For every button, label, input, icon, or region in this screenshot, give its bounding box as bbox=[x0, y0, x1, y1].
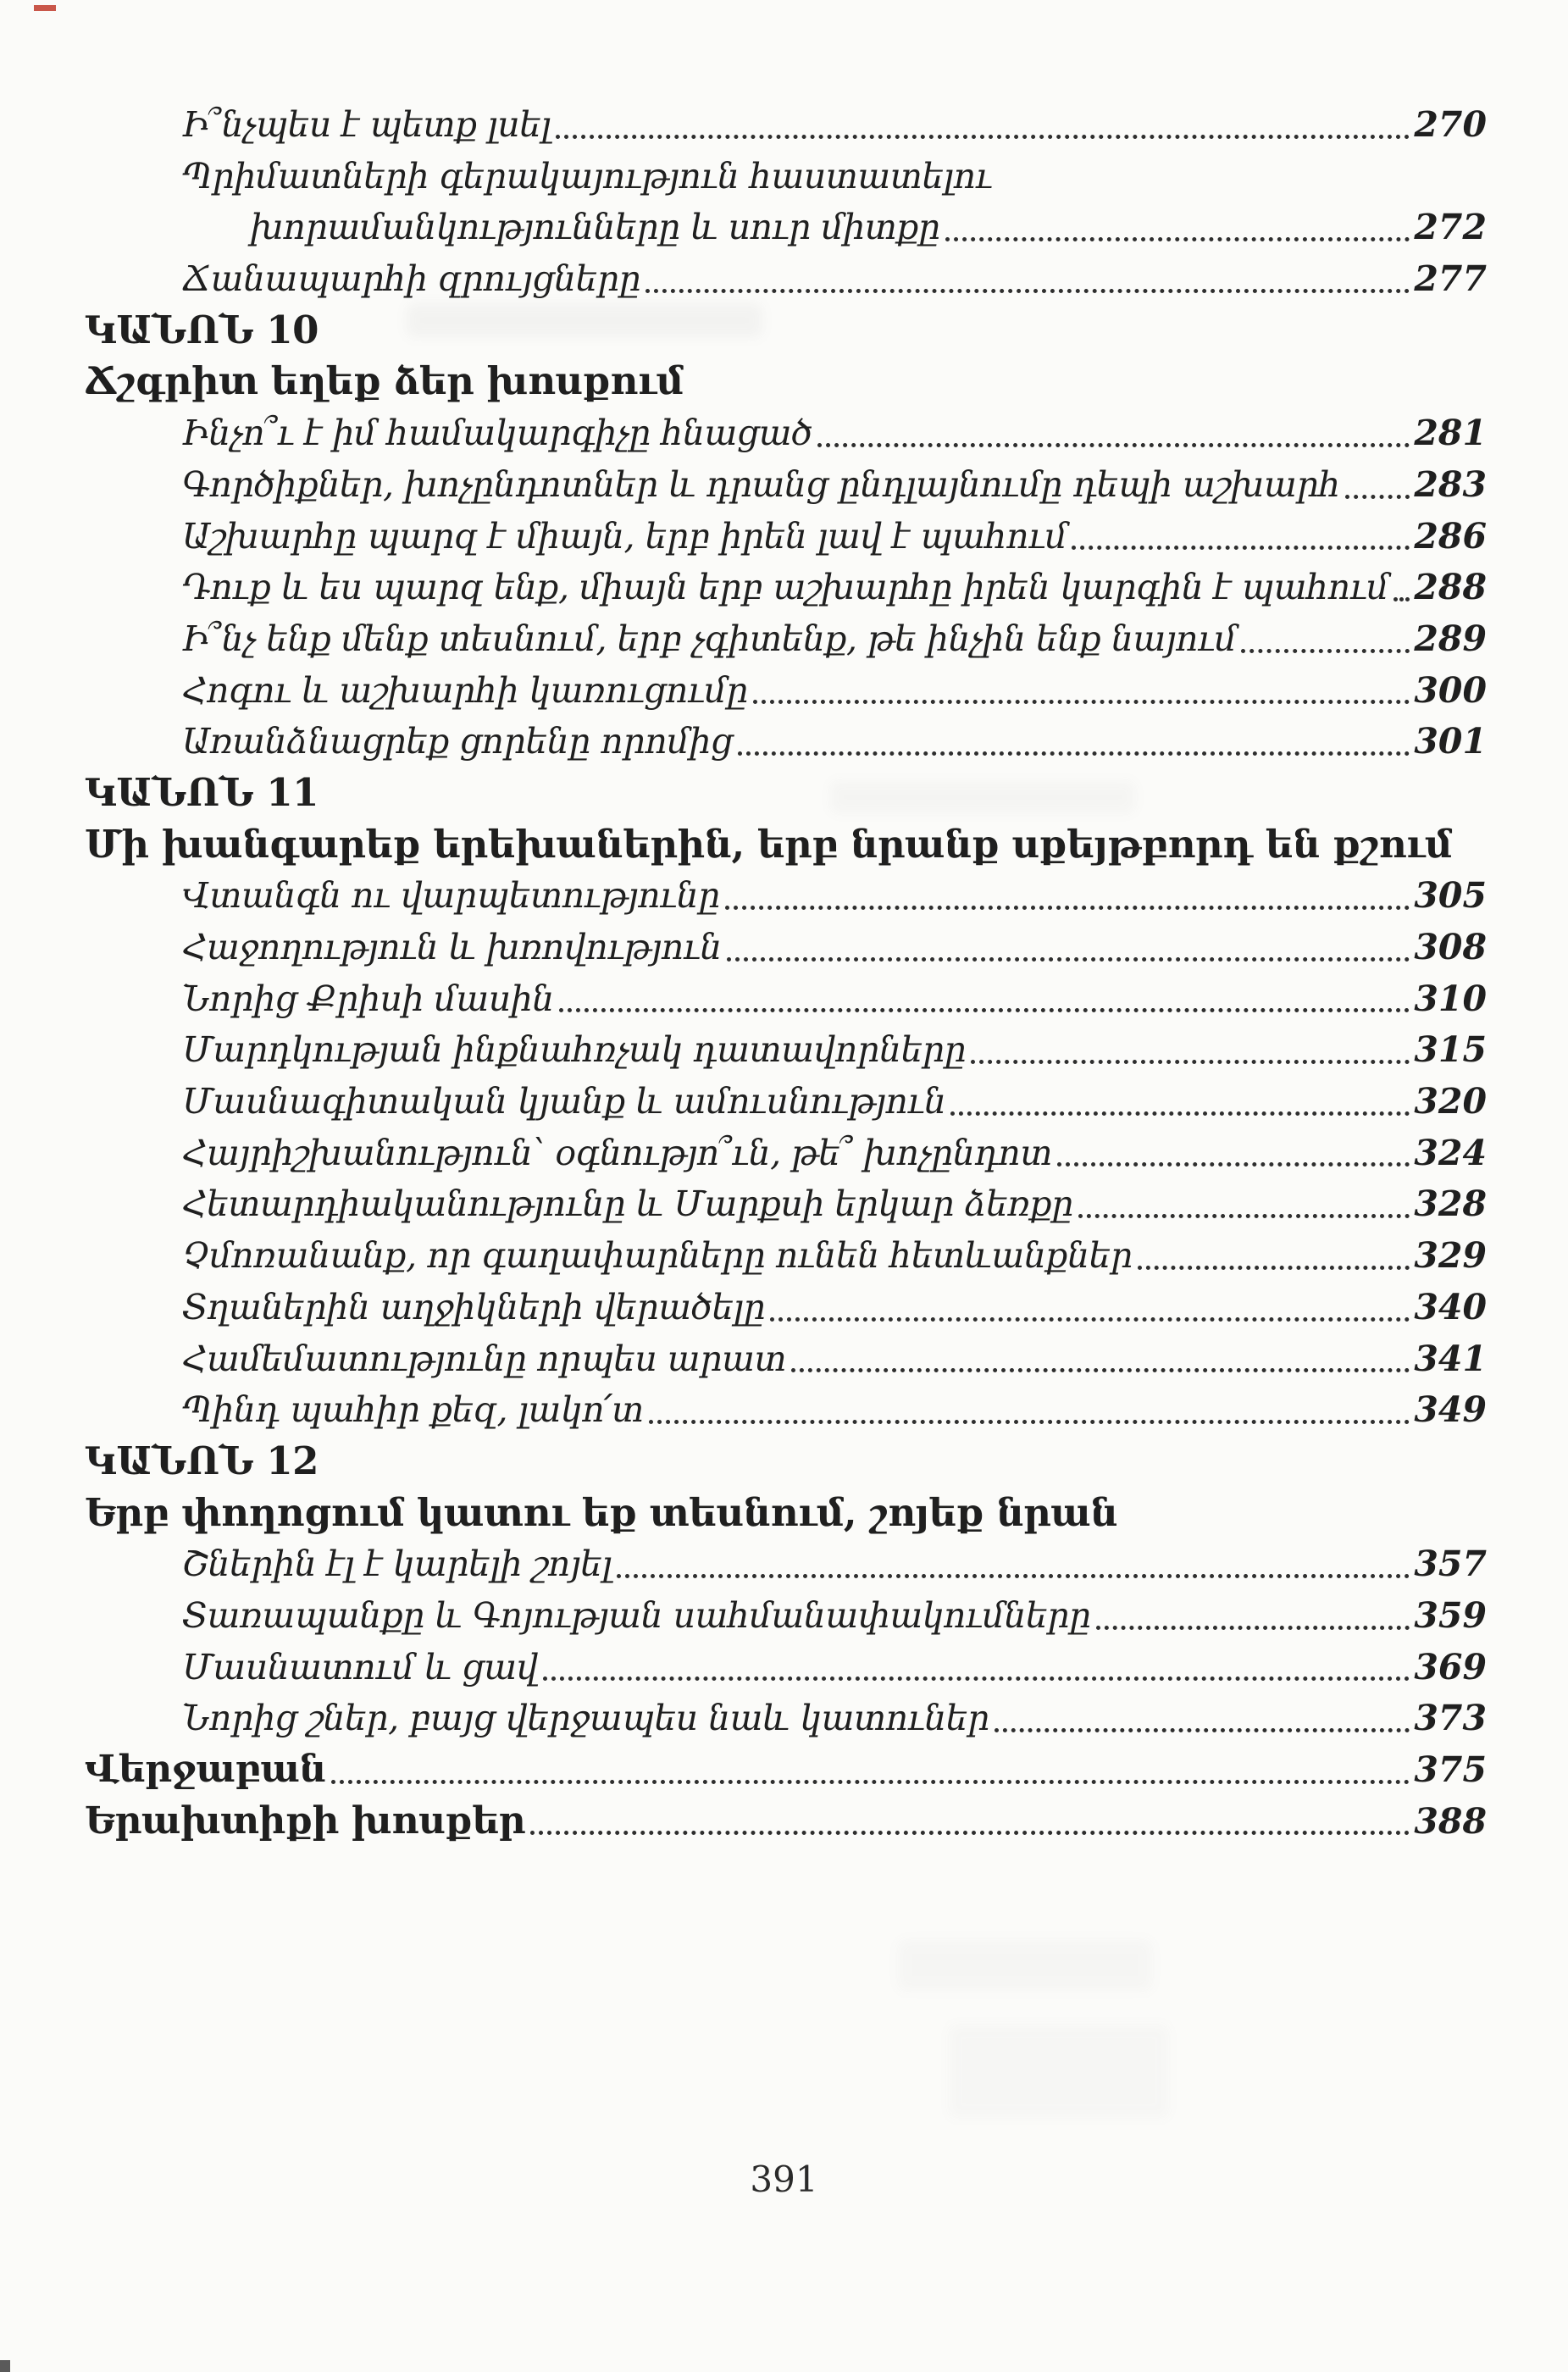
toc-page-number: 340 bbox=[1414, 1286, 1487, 1327]
toc-entry bbox=[85, 1230, 1487, 1282]
dot-leader bbox=[649, 1420, 1410, 1424]
toc-entry bbox=[85, 511, 1487, 563]
dot-leader bbox=[559, 1008, 1410, 1012]
dot-leader bbox=[817, 443, 1410, 447]
toc-entry-text: Պրիմատների գերակայություն հաստատելու bbox=[182, 155, 993, 197]
dot-leader bbox=[617, 1574, 1410, 1578]
toc-entry bbox=[85, 1693, 1487, 1744]
toc-entry-text: ԿԱՆՈՆ 10 bbox=[85, 307, 319, 352]
toc-page-number: 324 bbox=[1414, 1132, 1487, 1173]
toc-entry bbox=[85, 1178, 1487, 1230]
dot-leader bbox=[753, 700, 1410, 704]
toc-entry-text: Ի՞նչ ենք մենք տեսնում, երբ չգիտենք, թե ինչին ենք նայում bbox=[182, 618, 1237, 659]
toc-entry-text: ԿԱՆՈՆ 12 bbox=[85, 1438, 319, 1483]
dot-leader bbox=[530, 1831, 1410, 1835]
toc-page-number: 305 bbox=[1414, 875, 1487, 917]
toc-entry-text: ԿԱՆՈՆ 11 bbox=[85, 769, 319, 815]
toc-entry bbox=[85, 665, 1487, 717]
dot-leader bbox=[1393, 597, 1410, 601]
dot-leader bbox=[556, 135, 1410, 139]
toc-page-number: 283 bbox=[1414, 463, 1487, 505]
toc-entry-text: Հետարդիականությունը և Մարքսի երկար ձեռքը bbox=[182, 1183, 1073, 1225]
toc-entry bbox=[85, 459, 1487, 511]
toc-page-number: 310 bbox=[1414, 978, 1487, 1019]
toc-entry-text: Երախտիքի խոսքեր bbox=[85, 1798, 526, 1843]
toc-entry-text: Վերջաբան bbox=[85, 1748, 326, 1791]
dot-leader bbox=[725, 906, 1410, 910]
toc-entry bbox=[85, 562, 1487, 613]
toc-page-number: 320 bbox=[1414, 1081, 1487, 1122]
dot-leader bbox=[971, 1060, 1410, 1064]
toc-entry-text: Մասնատում և ցավ bbox=[182, 1646, 538, 1688]
dot-leader bbox=[995, 1728, 1410, 1732]
back-matter-entry bbox=[85, 1744, 1487, 1796]
dot-leader bbox=[1345, 495, 1410, 499]
toc-entry-text: Տղաներին աղջիկների վերածելը bbox=[182, 1286, 766, 1327]
dot-leader bbox=[727, 957, 1410, 962]
chapter-title bbox=[85, 356, 1487, 407]
toc-entry-text: Մարդկության ինքնահռչակ դատավորները bbox=[182, 1029, 967, 1071]
toc-entry-text: Մի խանգարեք երեխաներին, երբ նրանք սքեյթբորդ են քշում bbox=[85, 821, 1452, 867]
toc-entry-text: Ինչո՞ւ է իմ համակարգիչը հնացած bbox=[182, 413, 812, 454]
toc-page-number: 328 bbox=[1414, 1183, 1487, 1225]
toc-page-number: 341 bbox=[1414, 1338, 1487, 1379]
toc-page-number: 308 bbox=[1414, 927, 1487, 967]
dot-leader bbox=[1096, 1626, 1410, 1630]
toc-entry bbox=[85, 1333, 1487, 1385]
toc-entry bbox=[85, 99, 1487, 151]
chapter-title bbox=[85, 1488, 1487, 1539]
dot-leader bbox=[1057, 1162, 1410, 1167]
toc-entry bbox=[85, 613, 1487, 665]
dot-leader bbox=[331, 1780, 1410, 1784]
toc-entry bbox=[85, 870, 1487, 922]
toc-entry-text: Համեմատությունը որպես արատ bbox=[182, 1338, 787, 1379]
dot-leader bbox=[770, 1317, 1410, 1322]
toc-entry-text: Մասնագիտական կյանք և ամուսնություն bbox=[182, 1081, 946, 1122]
toc-entry bbox=[85, 973, 1487, 1025]
toc-entry-text: Ի՞նչպես է պետք լսել bbox=[182, 104, 551, 145]
dot-leader bbox=[1078, 1214, 1410, 1218]
toc-entry bbox=[85, 253, 1487, 305]
toc-page-number: 357 bbox=[1414, 1543, 1487, 1585]
toc-page-number: 301 bbox=[1414, 721, 1487, 762]
toc-page-number: 272 bbox=[1414, 207, 1487, 248]
dot-leader bbox=[950, 1111, 1410, 1116]
toc-entry-text: Հայրիշխանություն՝ օգնությո՞ւն, թե՞ խոչընդոտ bbox=[182, 1132, 1053, 1173]
red-mark-artifact bbox=[34, 5, 56, 11]
dot-leader bbox=[791, 1368, 1410, 1372]
toc-entry bbox=[85, 1384, 1487, 1436]
toc-entry-text: Աշխարհը պարզ է միայն, երբ իրեն լավ է պահում bbox=[182, 515, 1067, 557]
toc-entry-text: Պինդ պահիր քեզ, լակո՛տ bbox=[182, 1389, 644, 1431]
toc-entry-text: Նորից շներ, բայց վերջապես նաև կատուներ bbox=[182, 1698, 989, 1739]
toc-page-number: 369 bbox=[1414, 1646, 1487, 1688]
toc-entry bbox=[85, 407, 1487, 459]
toc-entry bbox=[85, 1076, 1487, 1128]
toc-entry bbox=[85, 922, 1487, 973]
dot-leader bbox=[738, 751, 1410, 756]
toc-entry bbox=[85, 151, 1487, 202]
chapter-heading bbox=[85, 768, 1487, 819]
toc-entry bbox=[85, 1282, 1487, 1333]
scan-corner-mark bbox=[0, 2360, 10, 2372]
toc-entry-text: Ճանապարհի զրույցները bbox=[182, 258, 641, 300]
page-footer bbox=[0, 2159, 1568, 2200]
toc-entry-text: Հոգու և աշխարհի կառուցումը bbox=[182, 669, 748, 711]
chapter-title bbox=[85, 819, 1487, 871]
dot-leader bbox=[945, 237, 1410, 241]
toc-page-number: 359 bbox=[1414, 1594, 1487, 1636]
scan-artifact bbox=[898, 1940, 1152, 1991]
back-matter-entry bbox=[85, 1796, 1487, 1848]
page-number: 391 bbox=[750, 2159, 818, 2200]
toc-entry-text: Ճշգրիտ եղեք ձեր խոսքում bbox=[85, 358, 684, 404]
toc-page-number: 281 bbox=[1414, 413, 1487, 454]
dot-leader bbox=[1072, 546, 1410, 550]
table-of-contents bbox=[85, 99, 1487, 1847]
toc-page-number: 373 bbox=[1414, 1698, 1487, 1739]
toc-entry-text: Դուք և ես պարզ ենք, միայն երբ աշխարհը իրեն կարգին է պահում bbox=[182, 567, 1389, 608]
toc-entry-text: Գործիքներ, խոչընդոտներ և դրանց ընդլայնումը դեպի աշխարհ bbox=[182, 463, 1340, 505]
toc-entry-text: Հաջողություն և խռովություն bbox=[182, 927, 722, 967]
toc-page-number: 388 bbox=[1414, 1800, 1487, 1842]
toc-entry bbox=[85, 1128, 1487, 1179]
chapter-heading bbox=[85, 305, 1487, 357]
toc-page-number: 270 bbox=[1414, 104, 1487, 145]
dot-leader bbox=[645, 289, 1410, 293]
toc-page-number: 288 bbox=[1414, 567, 1487, 608]
toc-page-number: 277 bbox=[1414, 258, 1487, 300]
scan-artifact bbox=[949, 2025, 1169, 2118]
toc-entry-text: Երբ փողոցում կատու եք տեսնում, շոյեք նրան bbox=[85, 1489, 1118, 1535]
dot-leader bbox=[1138, 1266, 1410, 1270]
toc-entry bbox=[85, 1538, 1487, 1590]
toc-page-number: 289 bbox=[1414, 618, 1487, 659]
toc-page-number: 286 bbox=[1414, 515, 1487, 557]
toc-entry bbox=[85, 716, 1487, 768]
toc-entry bbox=[85, 1024, 1487, 1076]
toc-page-number: 300 bbox=[1414, 669, 1487, 711]
dot-leader bbox=[1241, 649, 1410, 653]
toc-entry-text: Վտանգն ու վարպետությունը bbox=[182, 875, 720, 917]
toc-entry-text: խորամանկությունները և սուր միտքը bbox=[250, 207, 940, 248]
toc-entry bbox=[85, 202, 1487, 253]
toc-entry bbox=[85, 1642, 1487, 1693]
toc-page-number: 375 bbox=[1414, 1749, 1487, 1790]
toc-page-number: 329 bbox=[1414, 1235, 1487, 1277]
toc-page-number: 315 bbox=[1414, 1029, 1487, 1071]
toc-entry-text: Նորից Քրիսի մասին bbox=[182, 978, 554, 1019]
toc-entry-text: Շներին էլ է կարելի շոյել bbox=[182, 1543, 612, 1585]
chapter-heading bbox=[85, 1436, 1487, 1488]
toc-page-number: 349 bbox=[1414, 1389, 1487, 1431]
toc-entry-text: Առանձնացրեք ցորենը որոմից bbox=[182, 721, 733, 762]
toc-entry-text: Չմոռանանք, որ գաղափարները ունեն հետևանքներ bbox=[182, 1235, 1133, 1277]
dot-leader bbox=[543, 1676, 1410, 1681]
toc-entry-text: Տառապանքը և Գոյության սահմանափակումները bbox=[182, 1594, 1091, 1636]
toc-entry bbox=[85, 1590, 1487, 1642]
